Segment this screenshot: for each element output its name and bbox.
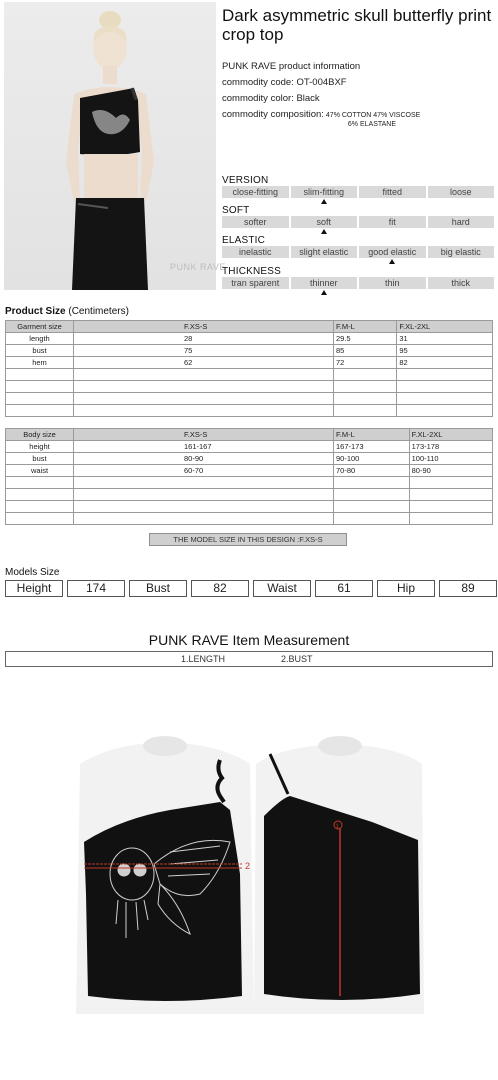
table-cell: 95 [397, 345, 493, 357]
model-measure-label: Height [5, 580, 63, 597]
table-row-empty [6, 369, 493, 381]
selected-marker [389, 259, 395, 264]
table-cell: length [6, 333, 74, 345]
table-header-cell: Garment size [6, 321, 74, 333]
attr-option: softer [222, 216, 289, 228]
table-cell: 80-90 [74, 453, 334, 465]
table-row [6, 441, 493, 453]
composition-label: commodity composition: [222, 109, 324, 120]
table-cell: 75 [74, 345, 334, 357]
models-size-title: Models Size [5, 567, 60, 578]
table-row [6, 345, 493, 357]
table-cell: hem [6, 357, 74, 369]
product-size-heading: Product Size [5, 306, 66, 317]
table-header-cell: F.XS-S [74, 321, 334, 333]
table-row-empty [6, 501, 493, 513]
info-heading: PUNK RAVE product information [222, 61, 361, 72]
table-cell: bust [6, 453, 74, 465]
table-row-empty [6, 489, 493, 501]
attr-label: VERSION [222, 175, 269, 186]
table-cell: 28 [74, 333, 334, 345]
model-size-note: THE MODEL SIZE IN THIS DESIGN :F.XS-S [149, 533, 347, 546]
table-header-cell: F.XS-S [74, 429, 334, 441]
attr-option: inelastic [222, 246, 289, 258]
table-header-cell: F.XL-2XL [397, 321, 493, 333]
table-cell: 70-80 [334, 465, 410, 477]
commodity-color [222, 93, 320, 104]
attr-label: ELASTIC [222, 235, 266, 246]
color-value: Black [296, 93, 320, 104]
model-measure-value: 89 [439, 580, 497, 597]
code-label: commodity code: [222, 77, 297, 88]
selected-marker [321, 290, 327, 295]
measurement-title: PUNK RAVE Item Measurement [148, 632, 350, 648]
table-cell: 100-110 [409, 453, 492, 465]
attr-options [222, 216, 494, 228]
models-size-row [5, 580, 497, 597]
table-row [6, 453, 493, 465]
table-cell: 31 [397, 333, 493, 345]
table-header-cell: F.M-L [334, 429, 410, 441]
table-cell: 85 [334, 345, 397, 357]
body-size-table [5, 428, 493, 525]
model-measure-value: 174 [67, 580, 125, 597]
attr-option: close-fitting [222, 186, 289, 198]
model-photo [4, 2, 216, 290]
table-row-empty [6, 513, 493, 525]
attr-option: hard [428, 216, 495, 228]
attr-option: slim-fitting [291, 186, 358, 198]
model-measure-label: Hip [377, 580, 435, 597]
table-cell: waist [6, 465, 74, 477]
garment-back-illustration [252, 724, 427, 1024]
model-measure-value: 61 [315, 580, 373, 597]
table-cell: 167-173 [334, 441, 410, 453]
attr-option: slight elastic [291, 246, 358, 258]
measure-marker-1: 1 [335, 824, 339, 830]
table-row [6, 357, 493, 369]
model-measure-value: 82 [191, 580, 249, 597]
attr-option: soft [291, 216, 358, 228]
table-cell: height [6, 441, 74, 453]
composition-value [326, 111, 420, 129]
table-cell: 29.5 [334, 333, 397, 345]
composition-line2: 6% ELASTANE [347, 121, 397, 128]
table-cell: 72 [334, 357, 397, 369]
table-cell: 82 [397, 357, 493, 369]
attr-option: fit [359, 216, 426, 228]
table-row-empty [6, 393, 493, 405]
table-header-row [6, 429, 493, 441]
selected-marker [321, 229, 327, 234]
product-size-title [5, 306, 129, 317]
attr-option: fitted [359, 186, 426, 198]
selected-marker [321, 199, 327, 204]
composition-line1: 47% COTTON 47% VISCOSE [325, 112, 421, 119]
attr-label: SOFT [222, 205, 250, 216]
model-measure-label: Bust [129, 580, 187, 597]
table-header-cell: F.XL-2XL [409, 429, 492, 441]
attr-option: thinner [291, 277, 358, 289]
table-row [6, 333, 493, 345]
table-row-empty [6, 405, 493, 417]
attr-option: loose [428, 186, 495, 198]
attr-option: good elastic [359, 246, 426, 258]
measure-marker-2: 2 [245, 861, 251, 871]
model-measure-label: Waist [253, 580, 311, 597]
attr-option: thick [428, 277, 495, 289]
table-cell: 90-100 [334, 453, 410, 465]
table-cell: 161-167 [74, 441, 334, 453]
table-cell: bust [6, 345, 74, 357]
garment-back [252, 724, 427, 1024]
watermark: PUNK RAVE [170, 262, 226, 272]
attr-option: thin [359, 277, 426, 289]
table-cell: 80-90 [409, 465, 492, 477]
measurement-item-bust: 2.BUST [281, 654, 313, 664]
garment-front-illustration [70, 724, 260, 1024]
table-cell: 62 [74, 357, 334, 369]
attr-label: THICKNESS [222, 266, 282, 277]
attr-options [222, 186, 494, 198]
attr-option: big elastic [428, 246, 495, 258]
table-cell: 173-178 [409, 441, 492, 453]
model-illustration [4, 2, 216, 290]
measurement-legend [5, 651, 493, 667]
color-label: commodity color: [222, 93, 297, 104]
attr-options [222, 277, 494, 289]
product-size-unit: (Centimeters) [68, 306, 129, 317]
commodity-code [222, 77, 347, 88]
product-title: Dark asymmetric skull butterfly print crop top [222, 6, 492, 44]
measurement-item-length: 1.LENGTH [181, 654, 226, 664]
attr-option: tran sparent [222, 277, 289, 289]
garment-front [70, 724, 260, 1024]
table-header-cell: F.M-L [334, 321, 397, 333]
table-row [6, 465, 493, 477]
attr-options [222, 246, 494, 258]
table-cell: 60-70 [74, 465, 334, 477]
table-row-empty [6, 477, 493, 489]
commodity-composition [222, 109, 420, 129]
table-header-cell: Body size [6, 429, 74, 441]
product-size-table [5, 320, 493, 417]
code-value: OT-004BXF [296, 77, 347, 88]
table-row-empty [6, 381, 493, 393]
table-header-row [6, 321, 493, 333]
